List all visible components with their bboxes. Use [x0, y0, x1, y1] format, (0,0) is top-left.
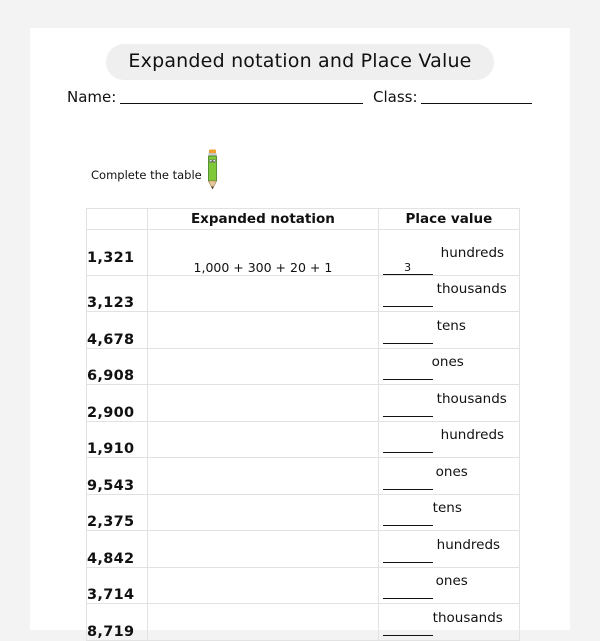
answer-blank[interactable] — [383, 550, 433, 563]
number-cell: 3,123 — [87, 275, 148, 312]
place-name-label: hundreds — [436, 536, 501, 553]
table-row — [87, 494, 520, 531]
place-name-label: thousands — [436, 390, 507, 407]
expanded-notation-cell[interactable] — [148, 348, 379, 385]
table-row — [87, 421, 520, 458]
place-value-cell — [378, 421, 519, 458]
place-name-label: thousands — [436, 281, 507, 297]
instruction-text: Complete the table — [91, 168, 202, 182]
number-cell: 8,719 — [87, 604, 148, 641]
expanded-notation-cell[interactable] — [148, 458, 379, 495]
answer-blank[interactable] — [383, 331, 433, 344]
class-label: Class: — [373, 88, 418, 106]
place-value-cell — [378, 531, 519, 568]
place-name-label: tens — [436, 317, 466, 334]
table-row — [87, 567, 520, 604]
table-header-row — [87, 209, 520, 230]
expanded-notation-cell[interactable] — [148, 312, 379, 349]
worksheet — [30, 28, 570, 640]
pencil-icon — [204, 149, 220, 195]
place-value-cell — [378, 230, 519, 276]
name-field[interactable] — [120, 103, 363, 104]
expanded-notation-cell[interactable]: 1,000 + 300 + 20 + 1 — [148, 230, 379, 276]
class-field[interactable] — [421, 103, 532, 104]
table-row — [87, 275, 520, 312]
number-cell: 1,321 — [87, 230, 148, 276]
number-cell: 4,678 — [87, 312, 148, 349]
table-row — [87, 230, 520, 276]
number-cell: 1,910 — [87, 421, 148, 458]
place-value-cell — [378, 604, 519, 641]
number-cell: 2,375 — [87, 494, 148, 531]
place-value-cell — [378, 567, 519, 604]
place-name-label: ones — [435, 463, 468, 480]
header-number — [87, 209, 148, 230]
answer-blank[interactable] — [383, 367, 433, 380]
place-name-label: ones — [431, 354, 464, 370]
expanded-notation-cell[interactable] — [148, 567, 379, 604]
table-row — [87, 312, 520, 349]
table-row — [87, 531, 520, 568]
place-name-label: tens — [432, 500, 462, 516]
number-cell: 3,714 — [87, 567, 148, 604]
header-place-value: Place value — [378, 209, 519, 230]
table-row — [87, 458, 520, 495]
place-value-cell — [378, 458, 519, 495]
place-name-label: thousands — [432, 609, 503, 626]
table-row — [87, 604, 520, 641]
expanded-notation-cell[interactable] — [148, 275, 379, 312]
answer-blank[interactable] — [383, 513, 433, 526]
expanded-notation-cell[interactable] — [148, 385, 379, 422]
answer-blank[interactable] — [383, 586, 433, 599]
expanded-notation-cell[interactable] — [148, 604, 379, 641]
expanded-notation-cell[interactable] — [148, 494, 379, 531]
worksheet-title: Expanded notation and Place Value — [106, 44, 494, 80]
place-name-label: ones — [435, 573, 468, 589]
number-cell: 6,908 — [87, 348, 148, 385]
header-expanded-notation: Expanded notation — [148, 209, 379, 230]
answer-blank[interactable] — [383, 404, 433, 417]
table-row — [87, 348, 520, 385]
table-row — [87, 385, 520, 422]
place-value-cell — [378, 348, 519, 385]
number-cell: 9,543 — [87, 458, 148, 495]
place-value-cell — [378, 494, 519, 531]
answer-blank[interactable] — [383, 440, 433, 453]
answer-blank[interactable] — [383, 294, 433, 307]
expanded-notation-cell[interactable] — [148, 421, 379, 458]
name-class-fields — [67, 86, 537, 108]
place-name-label: hundreds — [440, 244, 505, 261]
place-name-label: hundreds — [440, 427, 505, 443]
number-cell: 4,842 — [87, 531, 148, 568]
place-value-table — [86, 208, 520, 641]
expanded-notation-cell[interactable] — [148, 531, 379, 568]
answer-blank[interactable] — [383, 623, 433, 636]
answer-blank[interactable] — [383, 477, 433, 490]
place-value-cell — [378, 385, 519, 422]
answer-blank[interactable]: 3 — [383, 262, 433, 275]
name-label: Name: — [67, 88, 117, 106]
number-cell: 2,900 — [87, 385, 148, 422]
place-value-cell — [378, 275, 519, 312]
place-value-cell — [378, 312, 519, 349]
